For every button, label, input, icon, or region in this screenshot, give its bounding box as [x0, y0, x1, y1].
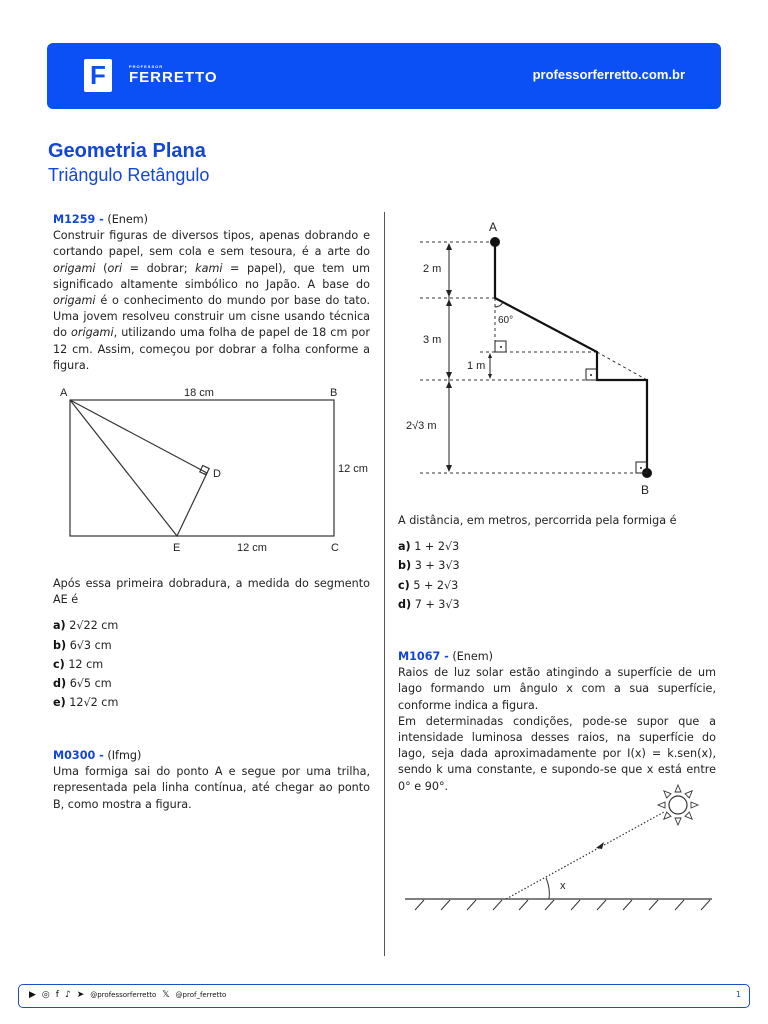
ground-hatch — [649, 900, 658, 910]
ground-hatch — [597, 900, 606, 910]
question-source: (Ifmg) — [107, 749, 142, 762]
option-e[interactable]: e) 12√2 cm — [53, 696, 119, 710]
label-a: A — [60, 387, 68, 399]
ground-hatch — [701, 900, 710, 910]
option-a[interactable]: a) 1 + 2√3 — [398, 540, 460, 554]
sunlight-figure — [405, 785, 712, 910]
handle-x[interactable]: @prof_ferretto — [175, 991, 227, 999]
question-prompt: Após essa primeira dobradura, a medida do segmento AE é — [53, 577, 370, 607]
origami-figure — [70, 400, 334, 536]
ground-hatch — [675, 900, 684, 910]
label-bc: 12 cm — [338, 463, 368, 475]
question-source: (Enem) — [107, 213, 149, 226]
options-list — [398, 537, 716, 614]
sun-ray — [664, 812, 671, 819]
option-d[interactable]: d) 6√5 cm — [53, 676, 112, 690]
logo-icon: F — [84, 59, 112, 92]
question-text: Uma formiga sai do ponto A e segue por uma trilha, representada pela linha contínua, até chegar ao ponto B, como mostra a figura. — [53, 765, 370, 811]
facebook-icon[interactable]: f — [55, 990, 59, 1000]
label-2m: 2 m — [423, 263, 442, 275]
option-b[interactable]: b) 3 + 3√3 — [398, 559, 460, 573]
question-code: M1067 - — [398, 650, 449, 663]
footer-bar — [18, 984, 750, 1008]
label-1m: 1 m — [467, 360, 486, 372]
label-d: D — [213, 468, 221, 480]
tiktok-icon[interactable]: ♪ — [64, 990, 71, 1000]
ground-hatch — [571, 900, 580, 910]
sun-ray — [685, 812, 692, 819]
ant-path-figure — [406, 220, 652, 497]
label-ec: 12 cm — [237, 542, 267, 554]
question-code: M1259 - — [53, 213, 104, 226]
question-text: Raios de luz solar estão atingindo a superfície de um lago formando um ângulo x com a sua superfície, conforme indica a figura. — [398, 666, 716, 712]
ground-hatch — [545, 900, 554, 910]
label-angle: 60° — [498, 315, 514, 326]
label-e: E — [173, 542, 181, 554]
question-m0300 — [53, 748, 370, 813]
sun-ray — [658, 802, 665, 808]
page-subtitle: Triângulo Retângulo — [48, 165, 210, 185]
label-ab: 18 cm — [184, 387, 214, 399]
text-italic: origami — [53, 294, 96, 308]
text-italic: ori — [107, 261, 123, 275]
question-code: M0300 - — [53, 749, 104, 762]
question-m1067 — [398, 649, 716, 795]
label-angle-x: x — [560, 880, 566, 892]
option-c[interactable]: c) 12 cm — [53, 657, 104, 671]
site-link[interactable]: professorferretto.com.br — [532, 67, 685, 82]
question-prompt: A distância, em metros, percorrida pela formiga é — [398, 514, 677, 527]
label-3m: 3 m — [423, 334, 442, 346]
instagram-icon[interactable]: ◎ — [41, 990, 50, 1000]
text-segment: = dobrar; — [122, 261, 196, 275]
text-segment: , utilizando uma folha de papel de 18 cm por 12 cm. Assim, começou por dobrar a folha conforme a figura. — [53, 326, 370, 372]
label-point-b: B — [641, 483, 650, 497]
sun-ray — [675, 818, 681, 825]
question-source: (Enem) — [452, 650, 494, 663]
question-m0300-ask — [398, 513, 716, 614]
text-segment: = papel), que tem um significado altamente simbólico no Japão. A base do — [53, 261, 371, 291]
logo-text: FERRETTO — [129, 69, 218, 86]
column-divider — [384, 212, 385, 956]
option-c[interactable]: c) 5 + 2√3 — [398, 578, 459, 592]
text-italic: origami — [71, 326, 114, 340]
ground-hatch — [441, 900, 450, 910]
x-icon[interactable]: 𝕏 — [162, 990, 170, 1000]
text-italic: kami — [195, 261, 223, 275]
option-b[interactable]: b) 6√3 cm — [53, 638, 112, 652]
option-d[interactable]: d) 7 + 3√3 — [398, 597, 460, 611]
logo-small-text: PROFESSOR — [129, 64, 164, 69]
ground-hatch — [415, 900, 424, 910]
text-segment: ( — [95, 261, 108, 275]
label-c: C — [331, 542, 339, 554]
handle-main[interactable]: @professorferretto — [90, 991, 157, 999]
label-2sqrt3m: 2√3 m — [406, 420, 437, 432]
question-text-2: Em determinadas condições, pode-se supor que a intensidade luminosa desses raios, na superfície do lago, seja dada aproximadamente por I(x) = k.sen(x), sendo k uma constante, e supondo-se que x está entre 0° e 90°. — [398, 714, 716, 793]
ground-hatch — [467, 900, 476, 910]
question-m1259-ask — [53, 576, 370, 712]
text-segment: Construir figuras de diversos tipos, apenas dobrando e cortando papel, sem cola e sem tesoura, é a arte do — [53, 229, 370, 259]
text-italic: origami — [53, 261, 96, 275]
options-list — [53, 616, 370, 712]
telegram-icon[interactable]: ➤ — [76, 990, 85, 1000]
ground-hatch — [519, 900, 528, 910]
sun-ray — [691, 802, 698, 808]
label-point-a: A — [489, 220, 498, 234]
page-title: Geometria Plana — [48, 140, 206, 162]
text-segment: é o conhecimento do mundo por base do tato. Uma jovem resolveu construir um cisne usando técnica do — [53, 294, 370, 340]
page-number: 1 — [735, 990, 741, 999]
label-b: B — [330, 387, 338, 399]
youtube-icon[interactable]: ▶ — [29, 990, 36, 1000]
ground-hatch — [493, 900, 502, 910]
ground-hatch — [623, 900, 632, 910]
option-a[interactable]: a) 2√22 cm — [53, 619, 119, 633]
